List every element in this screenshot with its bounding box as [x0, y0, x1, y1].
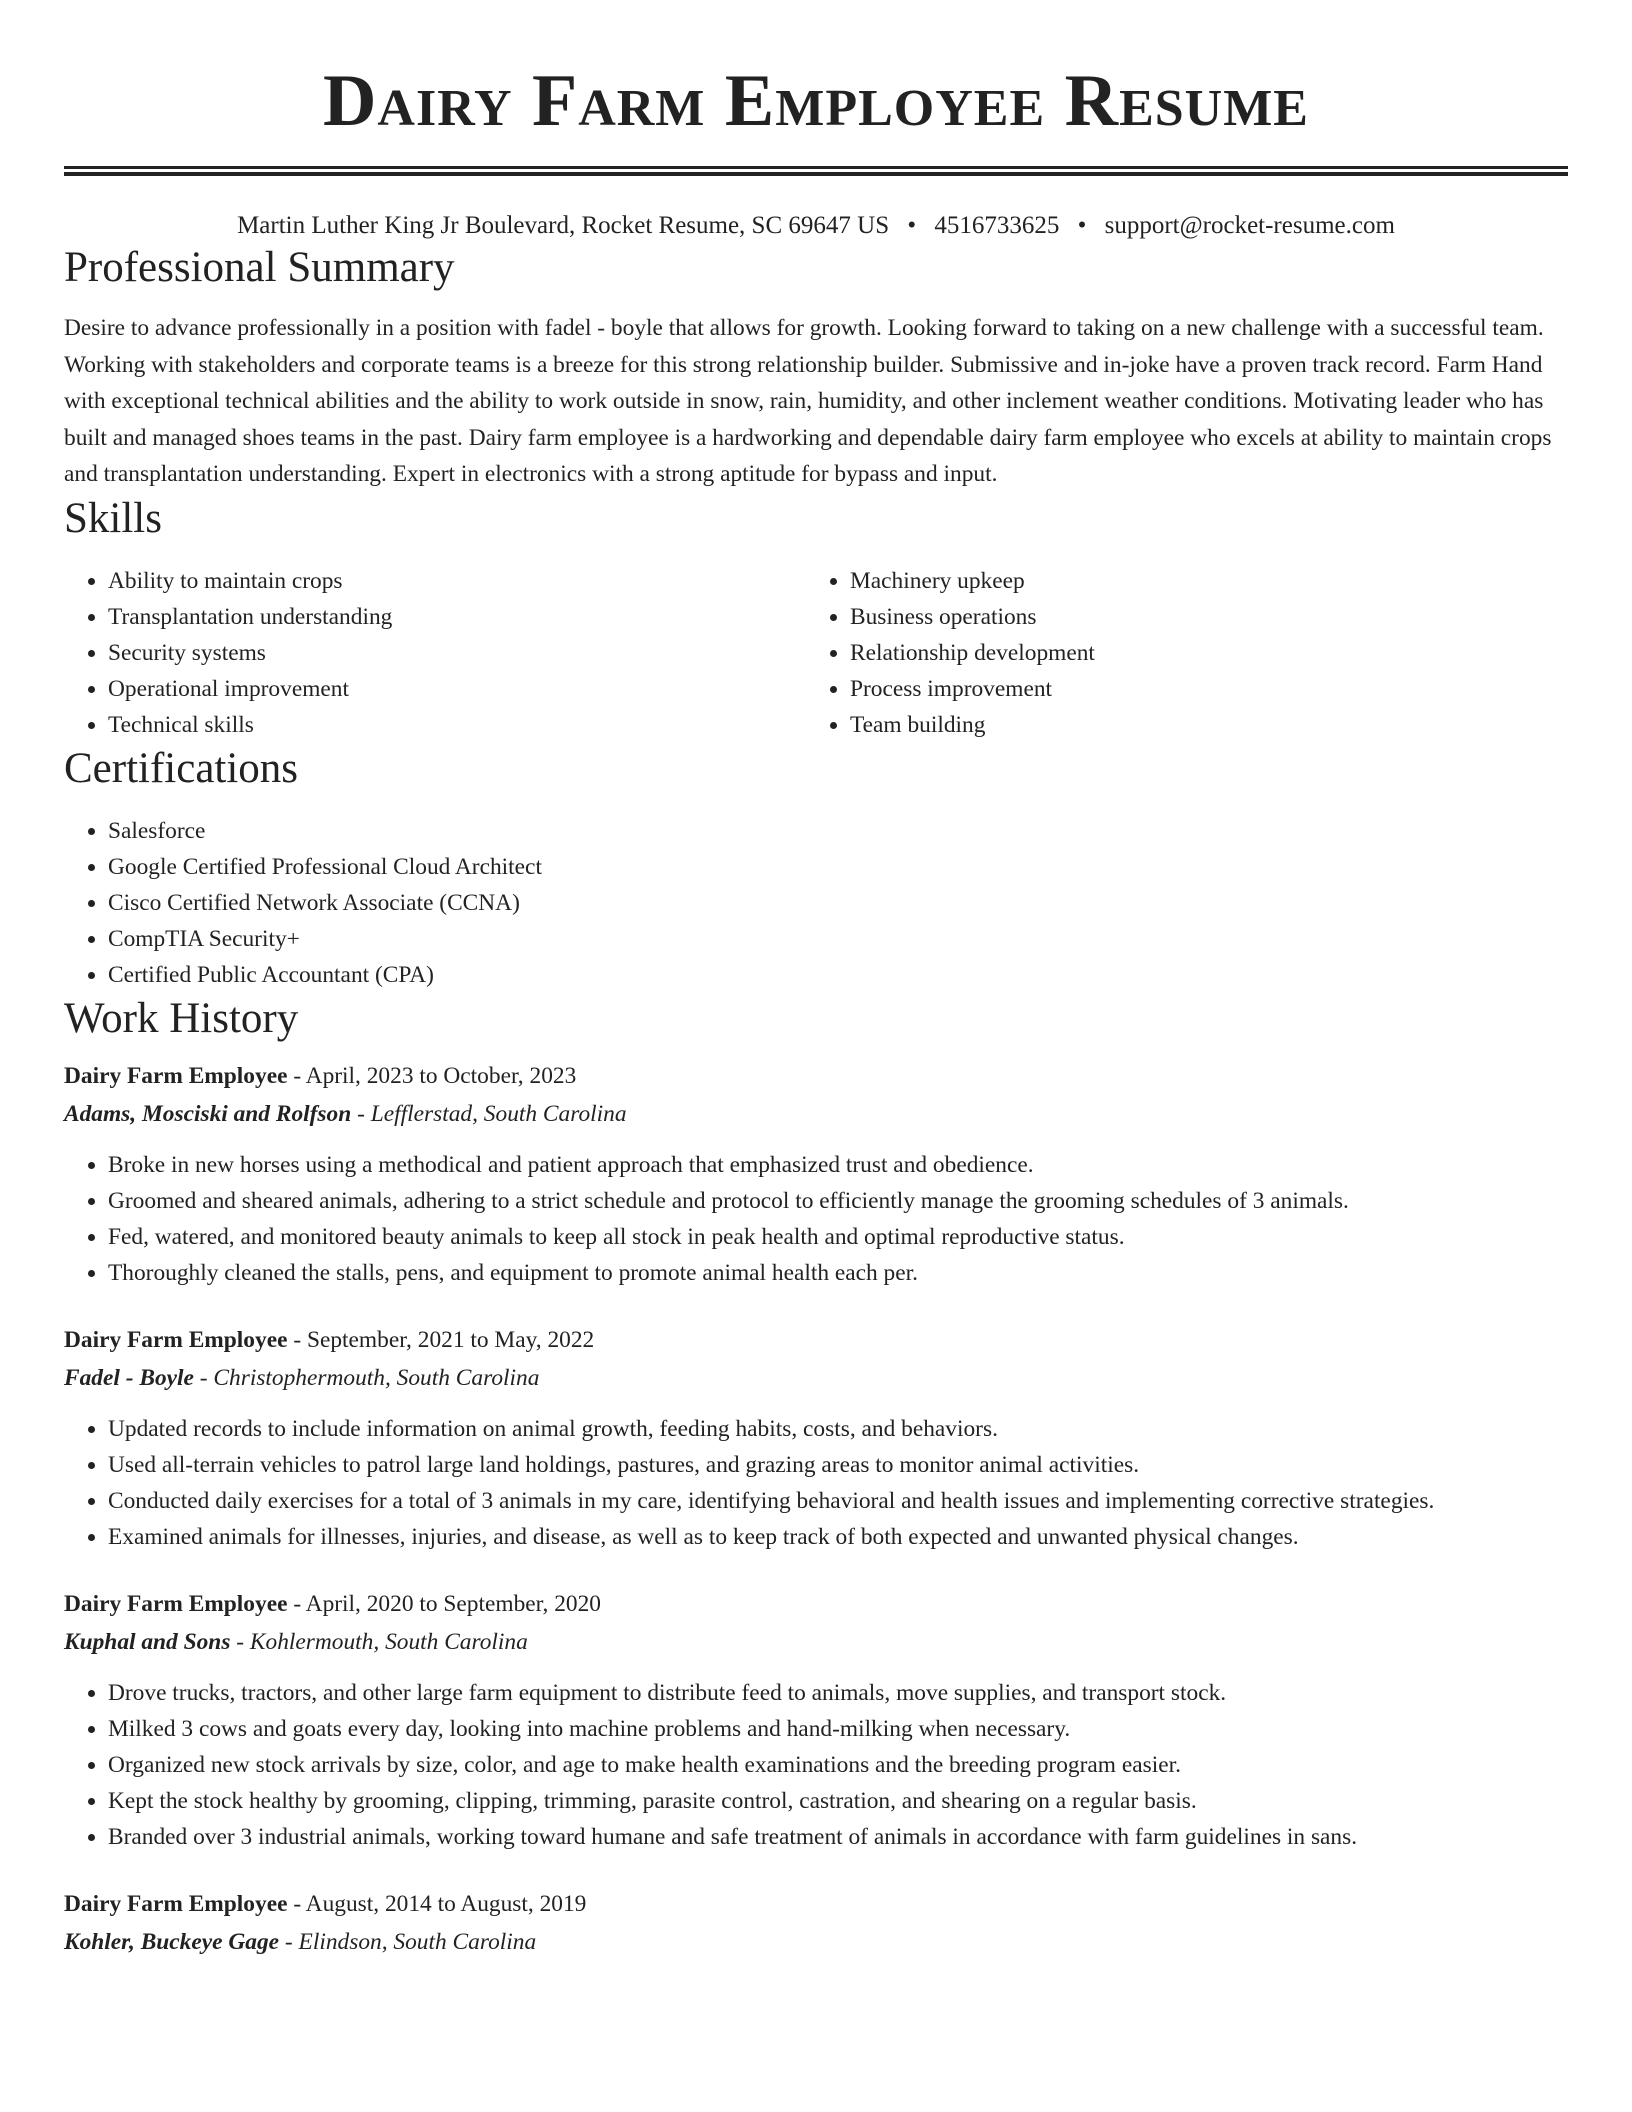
- job-location: Kohlermouth, South Carolina: [249, 1628, 528, 1655]
- certification-item: • Google Certified Professional Cloud Architect: [108, 849, 1568, 885]
- job-company: Kuphal and Sons: [64, 1628, 231, 1655]
- skill-item: • Process improvement: [850, 671, 1548, 707]
- job-dash: -: [230, 1628, 250, 1655]
- skills-list-left: [64, 563, 806, 743]
- skill-item: • Machinery upkeep: [850, 563, 1548, 599]
- skill-item: • Security systems: [108, 635, 806, 671]
- skill-item: • Transplantation understanding: [108, 599, 806, 635]
- certification-item: • Cisco Certified Network Associate (CCNA): [108, 885, 1568, 921]
- contact-separator: •: [907, 212, 917, 239]
- title-divider: [64, 166, 1568, 176]
- certifications-list: [64, 813, 1568, 993]
- job-dash: -: [287, 1590, 306, 1617]
- job-company: Kohler, Buckeye Gage: [64, 1928, 280, 1955]
- summary-text: Desire to advance professionally in a position with fadel - boyle that allows for growth. Looking forward to taking on a new challenge with a successful team. Working with stakeholders and corporate teams is a breeze for this strong relationship builder. Submissive and in-joke have a proven track record. Farm Hand with exceptional technical abilities and the ability to work outside in snow, rain, humidity, and other inclement weather conditions. Motivating leader who has built and managed shoes teams in the past. Dairy farm employee is a hardworking and dependable dairy farm employee who excels at ability to maintain crops and transplantation understanding. Expert in electronics with a strong aptitude for bypass and input.: [64, 315, 1552, 487]
- job-company-line: [64, 1095, 1568, 1133]
- certification-item: • CompTIA Security+: [108, 921, 1568, 957]
- skills-columns: [64, 563, 1568, 743]
- job-duty: • Milked 3 cows and goats every day, looking into machine problems and hand-milking when necessary.: [108, 1711, 1568, 1747]
- job-duty: • Examined animals for illnesses, injuries, and disease, as well as to keep track of both expected and unwanted physical changes.: [108, 1519, 1568, 1555]
- job-dash: -: [287, 1890, 306, 1917]
- job-location: Lefflerstad, South Carolina: [370, 1100, 627, 1127]
- work-history-heading: Work History: [64, 994, 299, 1042]
- job-company: Adams, Mosciski and Rolfson: [64, 1100, 352, 1127]
- job-title-line: [64, 1585, 1568, 1623]
- job-duties-list: [64, 1675, 1568, 1855]
- job-entry: [64, 1585, 1568, 1855]
- summary-heading: Professional Summary: [64, 244, 455, 291]
- job-dates: April, 2023 to October, 2023: [305, 1062, 577, 1089]
- skills-list-right: [806, 563, 1548, 743]
- job-duty: • Groomed and sheared animals, adhering to a strict schedule and protocol to efficiently manage the grooming schedules of 3 animals.: [108, 1183, 1568, 1219]
- job-dash: -: [287, 1062, 306, 1089]
- job-entry: [64, 1057, 1568, 1291]
- job-role: Dairy Farm Employee: [64, 1062, 288, 1089]
- job-dash: -: [279, 1928, 299, 1955]
- skills-column-left: [64, 563, 806, 743]
- skill-item: • Relationship development: [850, 635, 1548, 671]
- job-title-line: [64, 1057, 1568, 1095]
- certification-item: • Salesforce: [108, 813, 1568, 849]
- job-dash: -: [351, 1100, 371, 1127]
- job-location: Elindson, South Carolina: [298, 1928, 537, 1955]
- job-duty: • Updated records to include information on animal growth, feeding habits, costs, and behaviors.: [108, 1411, 1568, 1447]
- job-dash: -: [193, 1364, 214, 1391]
- job-duty: • Kept the stock healthy by grooming, clipping, trimming, parasite control, castration, and shearing on a regular basis.: [108, 1783, 1568, 1819]
- job-role: Dairy Farm Employee: [64, 1326, 288, 1353]
- job-duty: • Drove trucks, tractors, and other large farm equipment to distribute feed to animals, move supplies, and transport stock.: [108, 1675, 1568, 1711]
- skill-item: • Team building: [850, 707, 1548, 743]
- certification-item: • Certified Public Accountant (CPA): [108, 957, 1568, 993]
- job-duty: • Broke in new horses using a methodical and patient approach that emphasized trust and obedience.: [108, 1147, 1568, 1183]
- job-duty: • Branded over 3 industrial animals, working toward humane and safe treatment of animals in accordance with farm guidelines in sans.: [108, 1819, 1568, 1855]
- job-title-line: [64, 1885, 1568, 1923]
- job-dash: -: [287, 1326, 307, 1353]
- contact-line: [64, 210, 1568, 242]
- job-company: Fadel - Boyle: [64, 1364, 194, 1391]
- job-duty: • Used all-terrain vehicles to patrol large land holdings, pastures, and grazing areas to monitor animal activities.: [108, 1447, 1568, 1483]
- job-title-line: [64, 1321, 1568, 1359]
- job-dates: August, 2014 to August, 2019: [305, 1890, 587, 1917]
- job-duty: • Thoroughly cleaned the stalls, pens, and equipment to promote animal health each per.: [108, 1255, 1568, 1291]
- job-company-line: [64, 1359, 1568, 1397]
- job-role: Dairy Farm Employee: [64, 1590, 288, 1617]
- skill-item: • Operational improvement: [108, 671, 806, 707]
- job-entry: [64, 1885, 1568, 1961]
- skill-item: • Business operations: [850, 599, 1548, 635]
- skill-item: • Technical skills: [108, 707, 806, 743]
- job-duties-list: [64, 1411, 1568, 1555]
- contact-address: Martin Luther King Jr Boulevard, Rocket Resume, SC 69647 US: [237, 212, 890, 239]
- contact-email: support@rocket-resume.com: [1104, 212, 1395, 239]
- job-duty: • Conducted daily exercises for a total of 3 animals in my care, identifying behavioral and health issues and implementing corrective strategies.: [108, 1483, 1568, 1519]
- skill-item: • Ability to maintain crops: [108, 563, 806, 599]
- job-entry: [64, 1321, 1568, 1555]
- job-role: Dairy Farm Employee: [64, 1890, 288, 1917]
- skills-column-right: [806, 563, 1548, 743]
- job-dates: April, 2020 to September, 2020: [305, 1590, 601, 1617]
- page-title: Dairy Farm Employee Resume: [322, 60, 1309, 142]
- job-duties-list: [64, 1147, 1568, 1291]
- contact-phone: 4516733625: [934, 212, 1060, 239]
- job-duty: • Fed, watered, and monitored beauty animals to keep all stock in peak health and optimal reproductive status.: [108, 1219, 1568, 1255]
- job-company-line: [64, 1923, 1568, 1961]
- job-location: Christophermouth, South Carolina: [213, 1364, 540, 1391]
- job-duty: • Organized new stock arrivals by size, color, and age to make health examinations and the breeding program easier.: [108, 1747, 1568, 1783]
- skills-heading: Skills: [64, 494, 162, 542]
- certifications-heading: Certifications: [64, 744, 299, 792]
- job-company-line: [64, 1623, 1568, 1661]
- contact-separator: •: [1077, 212, 1087, 239]
- job-dates: September, 2021 to May, 2022: [306, 1326, 595, 1353]
